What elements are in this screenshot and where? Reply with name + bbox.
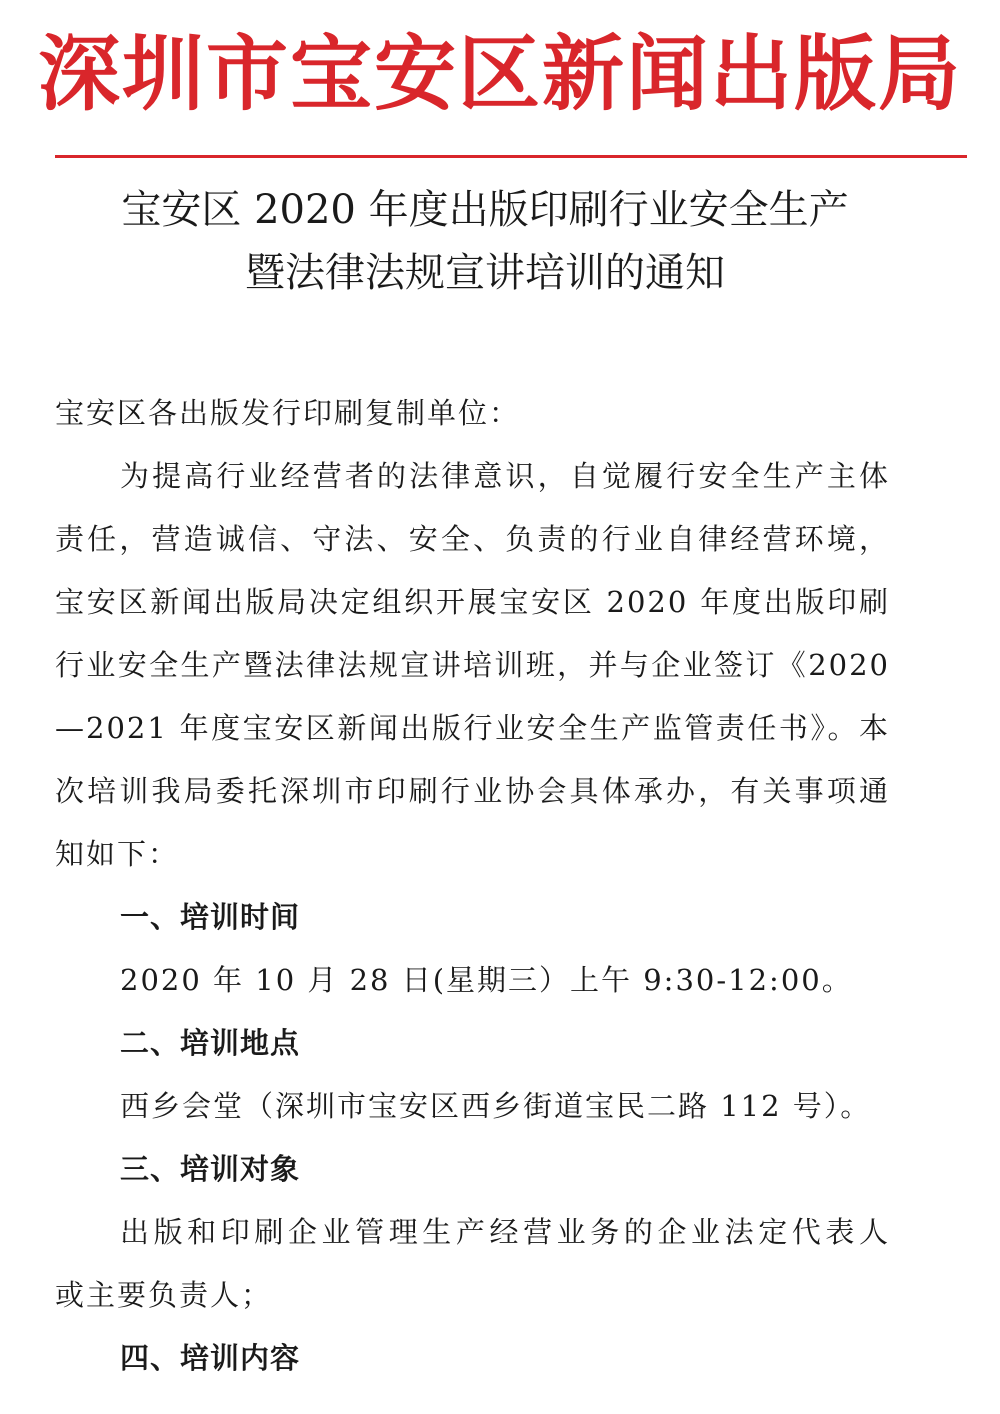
notice-title-line-1: 宝安区 2020 年度出版印刷行业安全生产 (121, 187, 849, 233)
intro-line-6: 次培训我局委托深圳市印刷行业协会具体承办，有关事项通 (55, 774, 890, 808)
section-text-audience-2: 或主要负责人； (55, 1278, 273, 1312)
intro-line-4: 行业安全生产暨法律法规宣讲培训班，并与企业签订《2020 (55, 648, 890, 682)
section-heading-content: 四、培训内容 (120, 1341, 301, 1375)
notice-title-line-2: 暨法律法规宣讲培训的通知 (245, 250, 725, 296)
intro-line-3: 宝安区新闻出版局决定组织开展宝安区 2020 年度出版印刷 (55, 585, 890, 619)
section-text-location: 西乡会堂（深圳市宝安区西乡街道宝民二路 112 号）。 (120, 1089, 872, 1123)
intro-line-5: —2021 年度宝安区新闻出版行业安全生产监管责任书》。本 (55, 711, 890, 745)
issuer-masthead: 深圳市宝安区新闻出版局 (37, 27, 962, 122)
section-text-audience-1: 出版和印刷企业管理生产经营业务的企业法定代表人 (120, 1215, 890, 1249)
intro-line-7: 知如下： (55, 837, 180, 871)
salutation: 宝安区各出版发行印刷复制单位： (55, 396, 521, 430)
intro-line-2: 责任，营造诚信、守法、安全、负责的行业自律经营环境， (55, 522, 890, 556)
intro-line-1: 为提高行业经营者的法律意识，自觉履行安全生产主体 (120, 459, 890, 493)
section-text-time: 2020 年 10 月 28 日(星期三）上午 9:30-12:00。 (120, 963, 853, 997)
section-heading-audience: 三、培训对象 (120, 1152, 301, 1186)
red-header-rule (55, 155, 967, 158)
section-heading-location: 二、培训地点 (120, 1026, 301, 1060)
section-heading-time: 一、培训时间 (120, 900, 301, 934)
